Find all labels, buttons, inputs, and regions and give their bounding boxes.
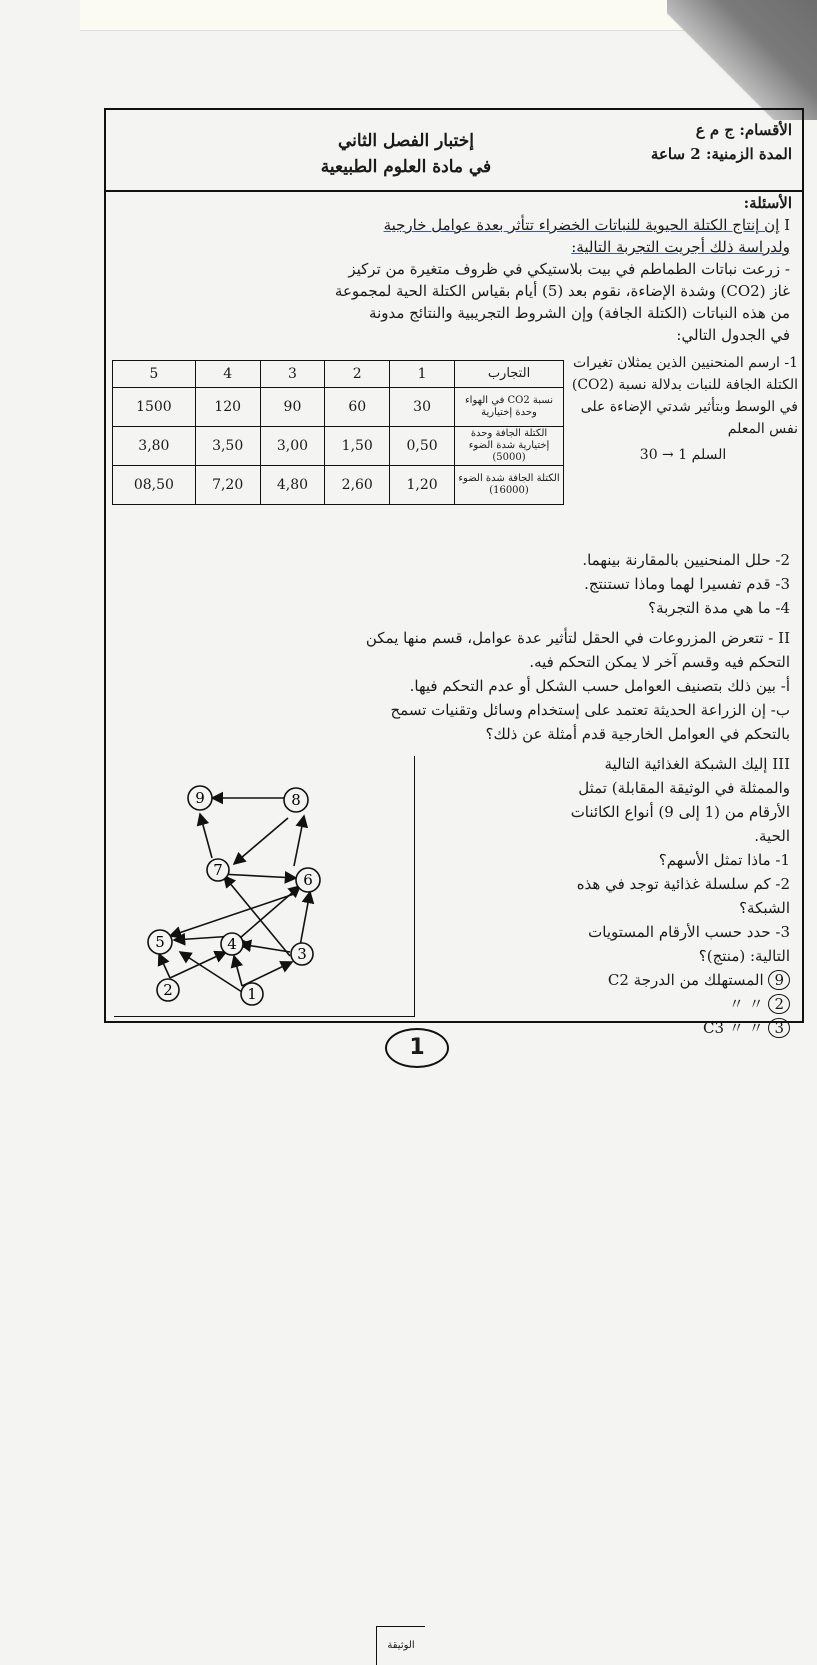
part1-intro-1: إن إنتاج الكتلة الحيوية للنباتات الخضراء تتأثر بعدة عوامل خارجية xyxy=(383,216,780,234)
table-row xyxy=(113,427,564,466)
consumer-number-9: 9 xyxy=(768,970,790,990)
consumer-line-2 xyxy=(420,992,790,1016)
ditto-mark: 〃 xyxy=(728,1019,744,1037)
class-line: الأقسام: ج م ع xyxy=(695,121,792,139)
folded-corner xyxy=(667,0,817,120)
table-row xyxy=(113,466,564,505)
node-2 xyxy=(157,979,179,1001)
part3-intro-2: والممثلة في الوثيقة المقابلة) تمثل xyxy=(578,779,790,797)
cell-high-3: 4,80 xyxy=(260,466,325,505)
consumer-line-1 xyxy=(420,968,790,992)
food-web-svg xyxy=(114,756,414,1016)
food-web-arrows xyxy=(159,798,310,992)
cell-low-4: 3,50 xyxy=(195,427,260,466)
title-line-2: في مادة العلوم الطبيعية xyxy=(320,157,492,177)
part2-question-b-2: بالتحكم في العوامل الخارجية قدم أمثلة عن ذلك؟ xyxy=(485,725,790,743)
part1-questions xyxy=(110,548,790,620)
node-4-label: 4 xyxy=(227,935,237,953)
cell-co2-4: 120 xyxy=(195,388,260,427)
exam-sheet xyxy=(104,108,804,1651)
part3-intro-4: الحية. xyxy=(754,827,790,845)
cell-high-4: 7,20 xyxy=(195,466,260,505)
title-line-1: إختبار الفصل الثاني xyxy=(338,131,474,151)
cell-co2-1: 30 xyxy=(390,388,455,427)
table-header-row xyxy=(113,361,564,388)
cell-co2-5: 1500 xyxy=(113,388,196,427)
part1-exp-3: من هذه النباتات (الكتلة الجافة) وإن الشروط التجريبية والنتائج مدونة xyxy=(369,304,790,322)
part2-question-a: أ- بين ذلك بتصنيف العوامل حسب الشكل أو عدم التحكم فيها. xyxy=(409,677,790,695)
cell-co2-2: 60 xyxy=(325,388,390,427)
consumer-line-3 xyxy=(420,1016,790,1040)
part1-question-4: 4- ما هي مدة التجربة؟ xyxy=(648,599,790,617)
col-1: 1 xyxy=(390,361,455,388)
part1-exp-2: غاز (CO2) وشدة الإضاءة، نقوم بعد (5) أيام بقياس الكتلة الحية لمجموعة xyxy=(334,282,790,300)
consumer-label: المستهلك من الدرجة xyxy=(633,971,764,989)
col-5: 5 xyxy=(113,361,196,388)
consumer-number-2: 2 xyxy=(768,994,790,1014)
exam-title xyxy=(296,128,516,180)
cell-low-5: 3,80 xyxy=(113,427,196,466)
part1-intro-2: ولدراسة ذلك أجريت التجربة التالية: xyxy=(571,238,790,256)
part1-question-2: 2- حلل المنحنيين بالمقارنة بينهما. xyxy=(582,551,790,569)
part3-number: III xyxy=(772,755,790,773)
node-3 xyxy=(291,943,313,965)
part2-question-b-1: ب- إن الزراعة الحديثة تعتمد على إستخدام وسائل وتقنيات تسمح xyxy=(390,701,790,719)
top-paper-strip xyxy=(80,0,740,31)
table-row xyxy=(113,388,564,427)
part3-question-3b: التالية: (منتج)؟ xyxy=(698,947,790,965)
node-8-label: 8 xyxy=(291,791,301,809)
part3-intro-3: الأرقام من (1 إلى 9) أنواع الكائنات xyxy=(570,803,790,821)
duration-line: المدة الزمنية: 2 ساعة xyxy=(650,145,792,163)
cell-low-3: 3,00 xyxy=(260,427,325,466)
part1-number: I xyxy=(784,216,790,234)
col-4: 4 xyxy=(195,361,260,388)
part1-exp-1: - زرعت نباتات الطماطم في بيت بلاستيكي في ظروف متغيرة من تركيز xyxy=(348,260,790,278)
node-1-label: 1 xyxy=(247,985,257,1003)
scale-note: السلم 1 → 30 xyxy=(639,447,727,463)
experiment-table xyxy=(112,360,564,505)
exam-meta xyxy=(651,118,792,166)
part1-intro xyxy=(110,214,790,346)
part1-question-3: 3- قدم تفسيرا لهما وماذا تستنتج. xyxy=(584,575,790,593)
food-web-nodes xyxy=(148,786,320,1005)
node-1 xyxy=(241,983,263,1005)
cell-high-1: 1,20 xyxy=(390,466,455,505)
node-8 xyxy=(284,788,308,812)
node-3-label: 3 xyxy=(297,945,307,963)
page-number: 1 xyxy=(385,1028,449,1068)
questions-label: الأسئلة: xyxy=(743,194,792,212)
node-2-label: 2 xyxy=(163,981,173,999)
part2-block xyxy=(110,626,790,746)
col-3: 3 xyxy=(260,361,325,388)
part2-number: II xyxy=(778,629,790,647)
document-label: الوثيقة xyxy=(376,1626,425,1665)
food-web-diagram xyxy=(114,756,415,1651)
part3-block xyxy=(420,752,790,1040)
ditto-mark: 〃 xyxy=(748,1019,764,1037)
part1-exp-4: في الجدول التالي: xyxy=(676,326,790,344)
part3-question-2b: الشبكة؟ xyxy=(739,899,790,917)
part3-question-1: 1- ماذا تمثل الأسهم؟ xyxy=(658,851,790,869)
node-6 xyxy=(296,868,320,892)
row-label-low-light: الكتلة الجافة وحدة إختيارية شدة الضوء (5000) xyxy=(455,427,564,466)
cell-high-5: 08,50 xyxy=(113,466,196,505)
part3-question-2a: 2- كم سلسلة غذائية توجد في هذه xyxy=(576,875,790,893)
node-5-label: 5 xyxy=(155,933,165,951)
col-2: 2 xyxy=(325,361,390,388)
c3-label: C3 xyxy=(703,1019,725,1037)
cell-low-2: 1,50 xyxy=(325,427,390,466)
part3-question-3a: 3- حدد حسب الأرقام المستويات xyxy=(588,923,790,941)
question-1-block xyxy=(568,352,798,466)
row-label-co2: نسبة CO2 في الهواء وحدة إختيارية xyxy=(455,388,564,427)
part2-intro-2: التحكم فيه وقسم آخر لا يمكن التحكم فيه. xyxy=(529,653,790,671)
ditto-mark: 〃 xyxy=(748,995,764,1013)
row-label-high-light: الكتلة الجافة شدة الضوء (16000) xyxy=(455,466,564,505)
cell-low-1: 0,50 xyxy=(390,427,455,466)
node-7-label: 7 xyxy=(213,861,223,879)
node-6-label: 6 xyxy=(303,871,313,889)
node-7 xyxy=(207,859,229,881)
cell-co2-3: 90 xyxy=(260,388,325,427)
exam-header xyxy=(106,110,802,192)
ditto-mark: 〃 xyxy=(728,995,744,1013)
table-header-label: التجارب xyxy=(455,361,564,388)
node-9 xyxy=(188,786,212,810)
part3-intro-1: إليك الشبكة الغذائية التالية xyxy=(604,755,768,773)
cell-high-2: 2,60 xyxy=(325,466,390,505)
c2-label: C2 xyxy=(607,971,629,989)
part2-intro-1: - تتعرض المزروعات في الحقل لتأثير عدة عوامل، قسم منها يمكن xyxy=(365,629,774,647)
question-1: 1- ارسم المنحنيين الذين يمثلان تغيرات الكتلة الجافة للنبات بدلالة نسبة (CO2) في الوسط وبتأثير شدتي الإضاءة على نفس المعلم xyxy=(571,355,798,437)
node-9-label: 9 xyxy=(195,789,205,807)
consumer-number-3: 3 xyxy=(768,1018,790,1038)
node-4 xyxy=(221,933,243,955)
node-5 xyxy=(148,930,172,954)
